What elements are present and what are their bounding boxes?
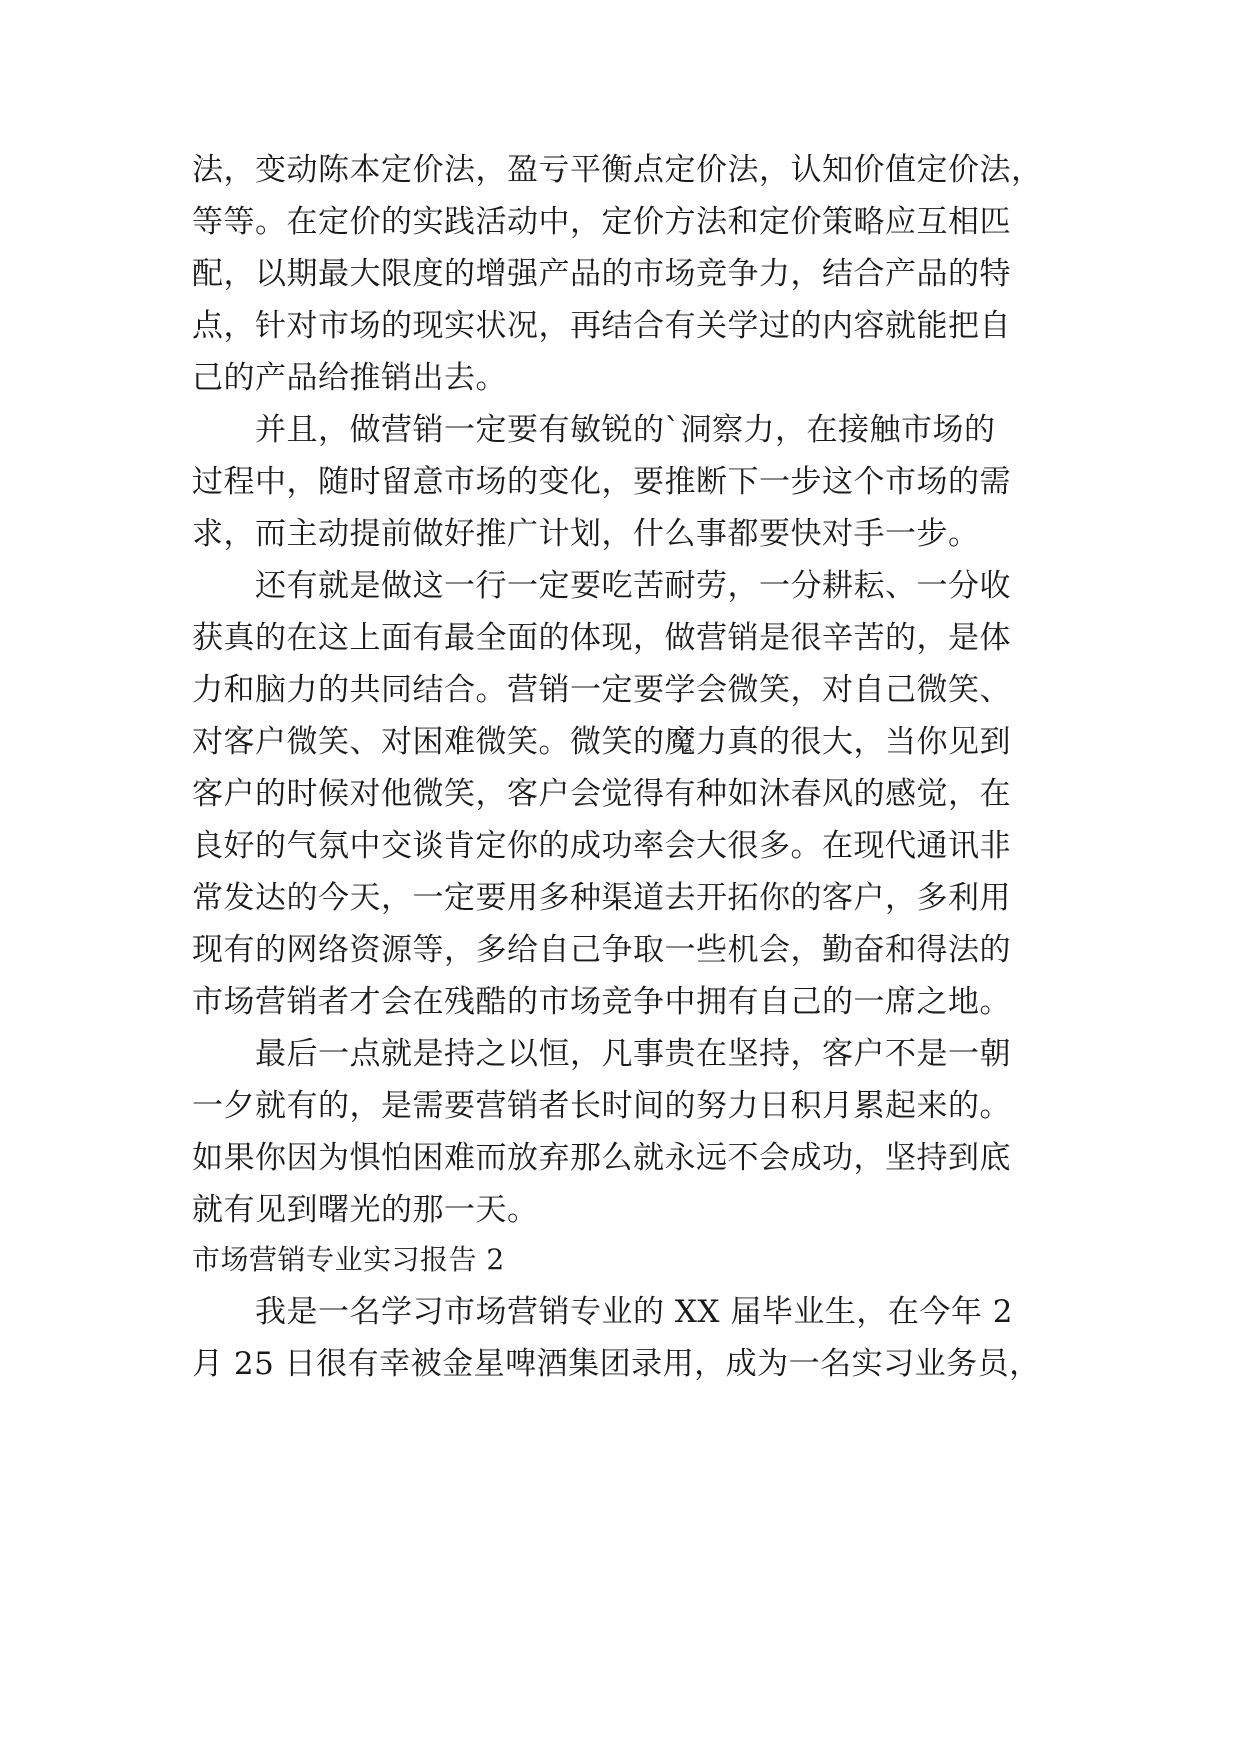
- text-line: 月 25 日很有幸被金星啤酒集团录用，成为一名实习业务员，: [192, 1346, 1041, 1382]
- text-line: 一夕就有的，是需要营销者长时间的努力日积月累起来的。: [192, 1088, 1011, 1124]
- text-line: 我是一名学习市场营销专业的 XX 届毕业生，在今年 2: [192, 1294, 1013, 1330]
- text-line: 等等。在定价的实践活动中，定价方法和定价策略应互相匹: [192, 204, 1011, 240]
- section-heading: 市场营销专业实习报告 2: [192, 1243, 505, 1276]
- text-line: 良好的气氛中交谈肯定你的成功率会大很多。在现代通讯非: [192, 828, 1011, 864]
- text-line: 最后一点就是持之以恒，凡事贵在坚持，客户不是一朝: [192, 1036, 1011, 1072]
- text-line: 获真的在这上面有最全面的体现，做营销是很辛苦的，是体: [192, 620, 1011, 656]
- text-line: 就有见到曙光的那一天。: [192, 1192, 539, 1228]
- text-line: 还有就是做这一行一定要吃苦耐劳，一分耕耘、一分收: [192, 568, 1011, 604]
- text-line: 常发达的今天，一定要用多种渠道去开拓你的客户，多利用: [192, 880, 1011, 916]
- text-line: 现有的网络资源等，多给自己争取一些机会，勤奋和得法的: [192, 932, 1011, 968]
- text-line: 并且，做营销一定要有敏锐的`洞察力，在接触市场的: [192, 412, 996, 448]
- text-line: 力和脑力的共同结合。营销一定要学会微笑，对自己微笑、: [192, 672, 1011, 708]
- text-line: 配，以期最大限度的增强产品的市场竞争力，结合产品的特: [192, 256, 1011, 292]
- text-line: 点，针对市场的现实状况，再结合有关学过的内容就能把自: [192, 308, 1011, 344]
- text-line: 己的产品给推销出去。: [192, 360, 507, 396]
- text-line: 求，而主动提前做好推广计划，什么事都要快对手一步。: [192, 516, 980, 552]
- text-line: 对客户微笑、对困难微笑。微笑的魔力真的很大，当你见到: [192, 724, 1011, 760]
- text-line: 法，变动陈本定价法，盈亏平衡点定价法，认知价值定价法，: [192, 152, 1043, 188]
- text-line: 如果你因为惧怕困难而放弃那么就永远不会成功，坚持到底: [192, 1140, 1011, 1176]
- text-line: 过程中，随时留意市场的变化，要推断下一步这个市场的需: [192, 464, 1011, 500]
- text-line: 客户的时候对他微笑，客户会觉得有种如沐春风的感觉，在: [192, 776, 1011, 812]
- text-line: 市场营销者才会在残酷的市场竞争中拥有自己的一席之地。: [192, 984, 1011, 1020]
